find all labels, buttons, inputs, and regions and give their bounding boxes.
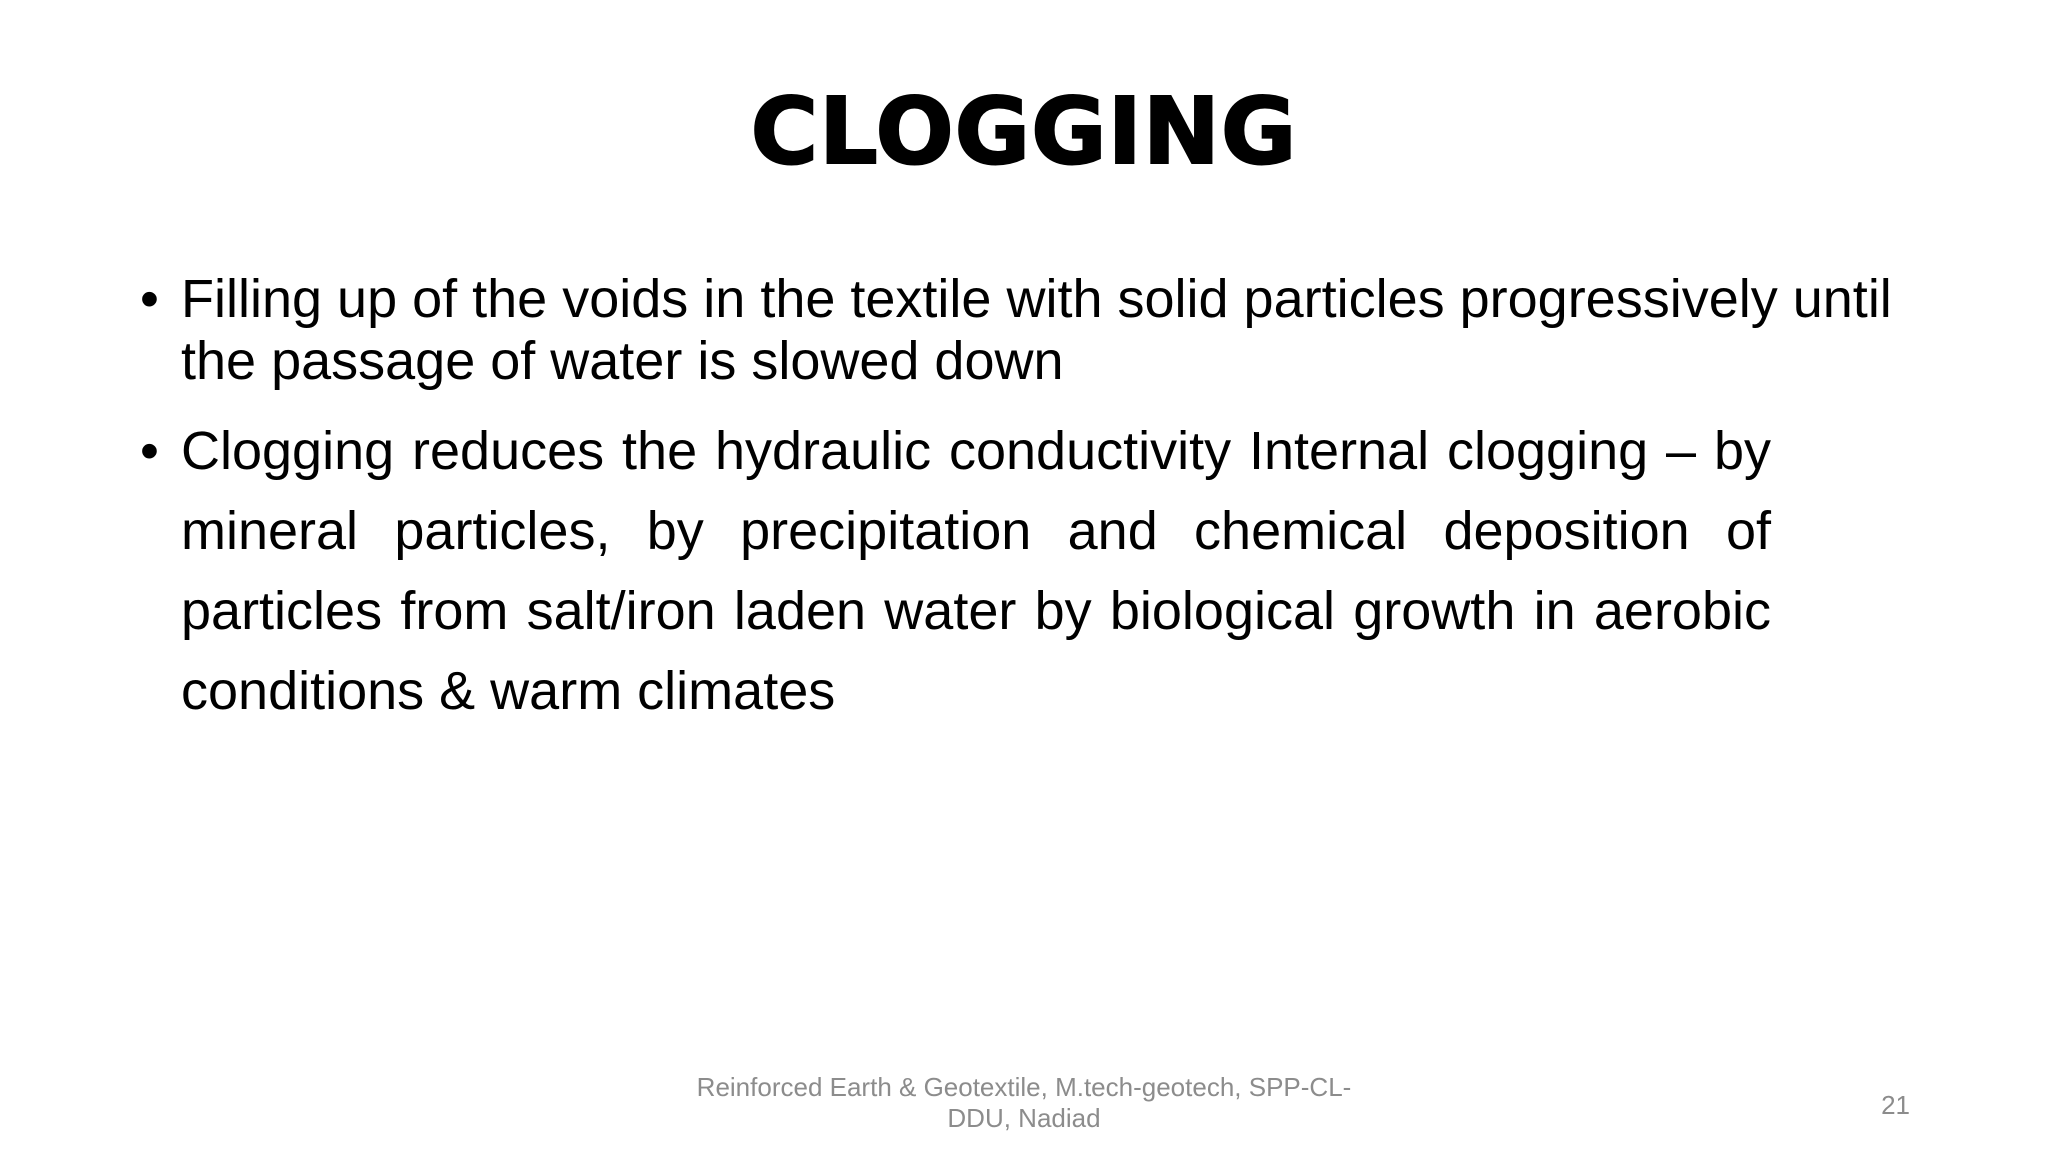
slide-title: CLOGGING (750, 78, 1298, 185)
bullet-item (140, 268, 1980, 392)
page-number: 21 (1881, 1090, 1910, 1120)
bullet-text: Clogging reduces the hydraulic conductivity Internal clogging – by mineral particles, by precipitation and chemical deposition of particles from salt/iron laden water by biological growth in aerobic conditions & warm climates (181, 421, 1771, 721)
bullet-text: Filling up of the voids in the textile with solid particles progressively until the passage of water is slowed down (181, 269, 1892, 391)
bullet-marker: • (140, 421, 159, 481)
bullet-list (140, 268, 1980, 731)
slide-footer: Reinforced Earth & Geotextile, M.tech-geotech, SPP-CL-DDU, Nadiad (696, 1072, 1352, 1133)
bullet-marker: • (140, 269, 159, 329)
bullet-item (140, 411, 1980, 731)
